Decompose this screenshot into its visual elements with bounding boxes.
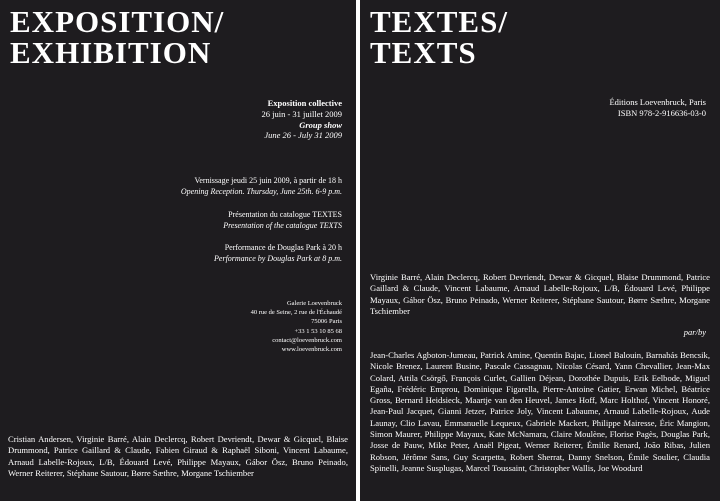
title-line-en: TEXTS bbox=[370, 35, 477, 70]
par-by-label: par/by bbox=[683, 327, 706, 337]
publication-info bbox=[609, 97, 706, 119]
gallery-website: www.loevenbruck.com bbox=[281, 346, 342, 354]
exhibition-info bbox=[261, 98, 342, 141]
gallery-contact bbox=[251, 299, 342, 354]
authors-list: Jean-Charles Agboton-Jumeau, Patrick Amine, Quentin Bajac, Lionel Balouin, Barnabás Bencsik, Nicole Brenez, Laurent Busine, Pascale Cassagnau, Nicolas Césard, Yann Chevallier, Jean-Max Colard, Attila Csörgő, François Curlet, Gallien Déjean, Dorothée Dupuis, Erik Eelbode, Miguel Egaña, Frédéric Emprou, Dominique Figarella, Pierre-Antoine Gatier, Erwan Michel, Béatrice Gross, Bernard Heidsieck, Maartje van den Heuvel, James Hoff, Marc Holthof, Vincent Honoré, Jean-Paul Jacquet, Gianni Jetzer, Patrice Joly, Vincent Labaume, Arnaud Labelle-Rojoux, Aude Launay, Clio Lavau, Emmanuelle Lequeux, Gabriele Mackert, Philippe Mairesse, Éric Mangion, Simon Maurer, Philippe Mayaux, Kate McNamara, Claire Moulène, Florise Pagès, Douglas Park, Josse de Pauw, Mike Peter, Anaël Pigeat, Werner Reiterer, Émilie Renard, João Ribas, Julien Robson, Jérôme Sans, Guy Scarpetta, Robert Sherrat, Danny Snelson, Émile Soulier, Claudia Spinelli, Jeanne Susplugas, Marcel Toussaint, Christopher Wallis, Joe Woodard bbox=[370, 350, 710, 473]
performance-en: Performance by Douglas Park at 8 p.m. bbox=[214, 253, 342, 263]
exhibition-panel bbox=[0, 0, 356, 501]
catalogue-presentation-info bbox=[223, 210, 342, 231]
gallery-phone: +33 1 53 10 85 68 bbox=[294, 327, 342, 335]
isbn: ISBN 978-2-916636-03-0 bbox=[617, 108, 706, 118]
performance-fr: Performance de Douglas Park à 20 h bbox=[224, 243, 342, 252]
title-line-fr: TEXTES/ bbox=[370, 4, 508, 39]
texts-panel bbox=[360, 0, 720, 501]
exhibition-title bbox=[10, 6, 224, 68]
performance-info bbox=[214, 243, 342, 264]
exhibition-type-fr: Exposition collective bbox=[267, 98, 342, 108]
gallery-email: contact@loevenbruck.com bbox=[272, 336, 342, 344]
opening-fr: Vernissage jeudi 25 juin 2009, à partir de 18 h bbox=[194, 176, 342, 185]
presentation-en: Presentation of the catalogue TEXTS bbox=[223, 220, 342, 230]
opening-en: Opening Reception. Thursday, June 25th. 6-9 p.m. bbox=[180, 186, 342, 196]
title-line-fr: EXPOSITION/ bbox=[10, 4, 225, 39]
exhibition-dates-en: June 26 - July 31 2009 bbox=[264, 130, 342, 141]
catalogue-artists-list: Virginie Barré, Alain Declercq, Robert Devriendt, Dewar & Gicquel, Blaise Drummond, Patrice Gaillard & Claude, Vincent Labaume, Arnaud Labelle-Rojoux, L/B, Édouard Levé, Philippe Mayaux, Gábor Ösz, Bruno Peinado, Werner Reiterer, Stéphane Sautour, Børre Sæthre, Morgane Tschiember bbox=[370, 272, 710, 316]
gallery-address: 40 rue de Seine, 2 rue de l'Échaudé bbox=[250, 309, 342, 317]
exhibition-artists-list: Cristian Andersen, Virginie Barré, Alain Declercq, Robert Devriendt, Dewar & Gicquel, Blaise Drummond, Patrice Gaillard & Claude, Fabien Giraud & Raphaël Siboni, Vincent Labaume, Arnaud Labelle-Rojoux, L/B, Édouard Levé, Philippe Mayaux, Gábor Ösz, Bruno Peinado, Werner Reiterer, Stéphane Sautour, Børre Sæthre, Morgane Tschiember bbox=[8, 434, 348, 478]
title-line-en: EXHIBITION bbox=[10, 35, 212, 70]
opening-info bbox=[181, 176, 342, 197]
gallery-name: Galerie Loevenbruck bbox=[286, 300, 342, 307]
publisher: Éditions Loevenbruck, Paris bbox=[609, 97, 706, 107]
presentation-fr: Présentation du catalogue TEXTES bbox=[228, 210, 342, 219]
exhibition-dates-fr: 26 juin - 31 juillet 2009 bbox=[261, 108, 342, 119]
exhibition-type-en: Group show bbox=[299, 119, 342, 130]
gallery-city: 75006 Paris bbox=[311, 318, 342, 326]
texts-title bbox=[370, 6, 508, 68]
